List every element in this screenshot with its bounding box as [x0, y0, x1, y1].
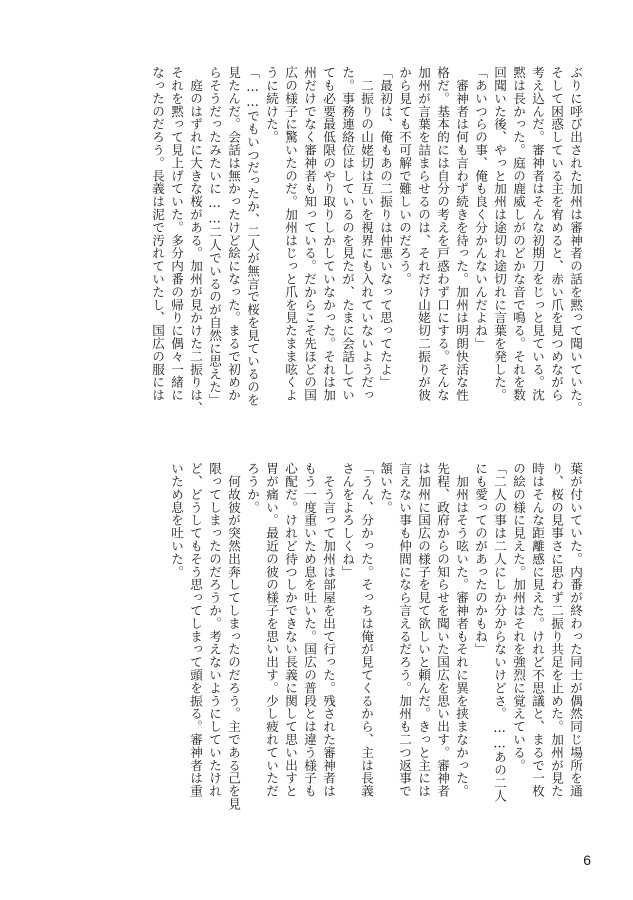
text-line: 先程、政府からの知らせを聞いた国広を思い出す。審神者 [435, 462, 450, 798]
text-line: は加州に国広の様子を見て欲しいと頼んだ。きっと主には [416, 462, 431, 798]
text-line: 広の様子に驚いたのだ。加州はじっと爪を見たまま呟くよ [283, 66, 298, 402]
text-line: 考え込んだ。審神者はそんな初期刀をじっと見ている。沈 [530, 66, 545, 402]
text-line: 「……でもいつだったか、二人が無言で桜を見ているのを [245, 66, 260, 407]
text-line: 何故彼が突然出奔してしまったのだろう。主である己を見 [226, 462, 241, 811]
text-line: 黙は長かった。庭の鹿威しがのどかな音で鳴る。それを数 [511, 66, 526, 402]
text-line: 「最初は、俺もあの二振りは仲悪いなって思ってたよ」 [378, 66, 393, 389]
text-line: それを黙って見上げていた。多分内番の帰りに偶々一緒に [169, 66, 184, 402]
text-line: うに続けた。 [264, 66, 279, 144]
text-line: 「あいつらの事、俺も良く分かんないんだよね」 [473, 66, 488, 350]
text-line: 言えない事も仲間になら言えるだろう。加州も二つ返事で [397, 462, 412, 798]
text-line: らそうだったみたいに……二人でいるのが自然に思えた」 [207, 66, 222, 407]
text-line: 「うん、分かった。そっちは俺が見てくるから、主は長義 [359, 462, 374, 798]
text-line: 回聞いた後、やっと加州は途切れ途切れに言葉を発した。 [492, 66, 507, 402]
text-block-top [150, 66, 585, 438]
text-line: 時はそんな距離感に見えた。けれど不思議と、まるで一枚 [530, 462, 545, 798]
text-line: 州だけでなく審神者も知っている。だからこそ先ほどの国 [302, 66, 317, 402]
text-line: 頷いた。 [378, 462, 393, 514]
text-line: 胃が痛い。最近の彼の様子を思い出す。少し疲れていただ [264, 462, 279, 798]
text-line: 二振りの山姥切は互いを視界にも入れていないようだっ [359, 66, 374, 402]
text-line: いため息を吐いた。 [169, 462, 184, 579]
text-line: そして困惑している主を宥めると、赤い爪を見つめながら [549, 66, 564, 402]
text-line: 「二人の事は二人にしか分からないけどさ。……あの二人 [492, 462, 507, 803]
page-number: 6 [583, 852, 591, 868]
text-line: ぶりに呼び出された加州は審神者の話を黙って聞いていた。 [568, 66, 583, 415]
text-line: 葉が付いていた。内番が終わった同士が偶然同じ場所を通 [568, 462, 583, 798]
text-line: り、桜の見事さに思わず二振り共足を止めた。加州が見た [549, 462, 564, 798]
text-line: そう言って加州は部屋を出て行った。残された審神者は [321, 462, 336, 798]
text-line: 限ってしまったのだろうか。考えないようにしていたけれ [207, 462, 222, 798]
text-line: さんをよろしくね」 [340, 462, 355, 579]
text-line: 加州が言葉を詰まらせるのは、それだけ山姥切二振りが彼 [416, 66, 431, 402]
text-line: ても必要最低限のやり取りしかしていなかった。それは加 [321, 66, 336, 402]
text-line: ど、どうしてもそう思ってしまって頭を振る。審神者は重 [188, 462, 203, 798]
text-line: 加州はそう呟いた。審神者もそれに異を挟まなかった。 [454, 462, 469, 798]
text-block-bottom [165, 462, 585, 834]
text-line: から見ても不可解で難しいのだろう。 [397, 66, 412, 286]
text-line: 審神者は何も言わず続きを待った。加州は明朗快活な性 [454, 66, 469, 402]
text-line: ろうか。 [245, 462, 260, 514]
text-line: 格だ。基本的には自分の考えを戸惑わず口にする。そんな [435, 66, 450, 402]
text-line: の絵の様に見えた。加州はそれを強烈に覚えている。 [511, 462, 526, 772]
text-line: た。事務連絡位はしているのを見たが、たまに会話してい [340, 66, 355, 402]
text-line: なったのだろう。長義は泥で汚れていたし、国広の服には [150, 66, 165, 402]
text-line: もう一度重いため息を吐いた。国広の普段とは違う様子も [302, 462, 317, 798]
text-line: 見たんだ。会話は無かったけど絵になった。まるで初めか [226, 66, 241, 402]
text-line: 心配だ。けれど待つしかできない長義に関して思い出すと [283, 462, 298, 798]
text-line: 庭のはずれに大きな桜がある。加州が見かけた二振りは、 [188, 66, 203, 415]
text-line: にも愛ってのがあったのかもね」 [473, 462, 488, 656]
